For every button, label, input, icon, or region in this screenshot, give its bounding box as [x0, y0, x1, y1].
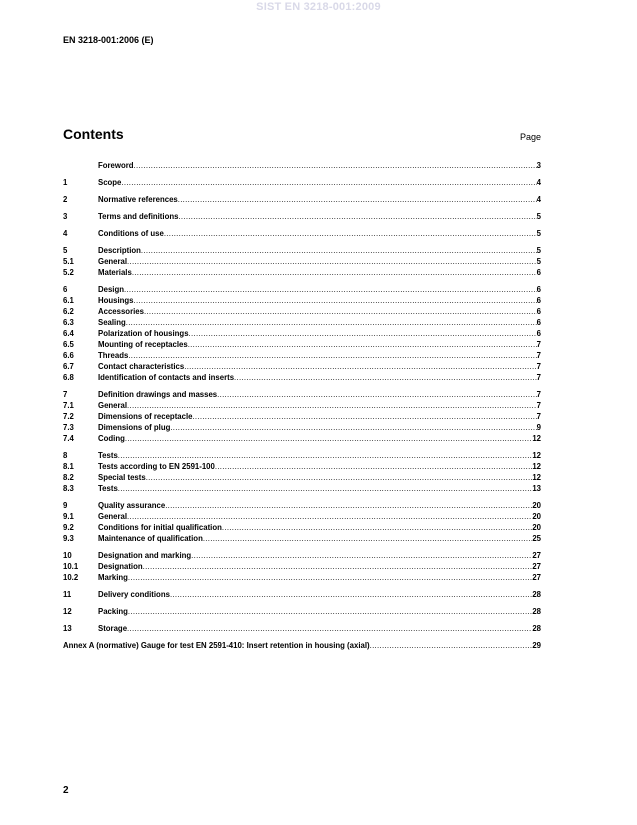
toc-entry-number: 6.4	[63, 329, 74, 338]
toc-dot-leader	[164, 228, 537, 239]
watermark: SIST EN 3218-001:2009	[256, 1, 381, 13]
document-id: EN 3218-001:2006 (E)	[63, 35, 154, 45]
toc-entry[interactable]	[63, 267, 541, 278]
toc-dot-leader	[144, 306, 537, 317]
toc-entry-number: 6.5	[63, 340, 74, 349]
toc-entry-number: 8.2	[63, 473, 74, 482]
toc-entry-number: 2	[63, 195, 68, 204]
toc-entry-title: Housings	[98, 296, 134, 305]
toc-entry[interactable]	[63, 211, 541, 222]
toc-entry-number: 9	[63, 501, 68, 510]
toc-entry-page: 13	[532, 484, 541, 493]
toc-entry-number: 10	[63, 551, 72, 560]
toc-entry-title: Dimensions of plug	[98, 423, 171, 432]
toc-entry-title: Polarization of housings	[98, 329, 189, 338]
toc-entry-title: Quality assurance	[98, 501, 166, 510]
toc-entry-title: Contact characteristics	[98, 362, 185, 371]
toc-entry-title: Identification of contacts and inserts	[98, 373, 235, 382]
toc-entry-title: Maintenance of qualification	[98, 534, 203, 543]
toc-dot-leader	[178, 194, 537, 205]
toc-entry-page: 20	[532, 523, 541, 532]
toc-entry[interactable]	[63, 572, 541, 583]
toc-entry-number: 7.4	[63, 434, 74, 443]
toc-entry[interactable]	[63, 533, 541, 544]
toc-entry-page: 7	[536, 373, 541, 382]
toc-entry-page: 27	[532, 573, 541, 582]
toc-entry[interactable]	[63, 194, 541, 205]
toc-dot-leader	[121, 177, 536, 188]
toc-entry-page: 20	[532, 512, 541, 521]
toc-entry[interactable]	[63, 500, 541, 511]
toc-dot-leader	[178, 211, 536, 222]
toc-entry-title: Tests	[98, 484, 118, 493]
toc-entry[interactable]	[63, 317, 541, 328]
toc-entry-page: 6	[536, 307, 541, 316]
toc-entry-number: 3	[63, 212, 68, 221]
toc-entry[interactable]	[63, 461, 541, 472]
toc-entry-page: 20	[532, 501, 541, 510]
toc-entry-number: 10.2	[63, 573, 79, 582]
toc-entry[interactable]	[63, 284, 541, 295]
toc-entry[interactable]	[63, 561, 541, 572]
toc-entry-title: Description	[98, 246, 141, 255]
toc-entry[interactable]	[63, 483, 541, 494]
toc-dot-leader	[132, 267, 537, 278]
toc-entry[interactable]	[63, 433, 541, 444]
table-of-contents	[63, 160, 541, 651]
toc-entry-page: 7	[536, 412, 541, 421]
toc-entry-page: 28	[532, 624, 541, 633]
toc-entry-page: 28	[532, 590, 541, 599]
toc-entry-title: Terms and definitions	[98, 212, 179, 221]
toc-entry-page: 3	[536, 161, 541, 170]
toc-dot-leader	[184, 361, 536, 372]
toc-dot-leader	[126, 317, 537, 328]
toc-entry-number: 6.6	[63, 351, 74, 360]
toc-dot-leader	[118, 450, 533, 461]
toc-entry-number: 9.1	[63, 512, 74, 521]
toc-entry-page: 27	[532, 562, 541, 571]
toc-dot-leader	[127, 400, 537, 411]
toc-entry-page: 9	[536, 423, 541, 432]
toc-entry-number: 1	[63, 178, 68, 187]
toc-dot-leader	[118, 483, 533, 494]
toc-dot-leader	[188, 339, 537, 350]
toc-entry-page: 6	[536, 318, 541, 327]
toc-entry[interactable]	[63, 361, 541, 372]
toc-dot-leader	[128, 572, 532, 583]
toc-entry-title: Delivery conditions	[98, 590, 170, 599]
toc-entry-page: 4	[536, 178, 541, 187]
toc-entry-number: 6.2	[63, 307, 74, 316]
toc-entry-page: 12	[532, 473, 541, 482]
toc-entry[interactable]	[63, 640, 541, 651]
toc-entry-title: Threads	[98, 351, 129, 360]
toc-entry-title: Coding	[98, 434, 125, 443]
toc-entry-number: 11	[63, 590, 72, 599]
toc-entry-number: 9.3	[63, 534, 74, 543]
toc-entry-number: 6.1	[63, 296, 74, 305]
toc-entry[interactable]	[63, 339, 541, 350]
toc-entry-number: 5	[63, 246, 68, 255]
toc-entry-title: Designation	[98, 562, 143, 571]
toc-entry-title: Designation and marking	[98, 551, 192, 560]
toc-dot-leader	[127, 511, 532, 522]
toc-entry-number: 7.2	[63, 412, 74, 421]
toc-entry-number: 6.7	[63, 362, 74, 371]
toc-entry-page: 6	[536, 296, 541, 305]
toc-entry-page: 5	[536, 246, 541, 255]
toc-entry-page: 7	[536, 351, 541, 360]
toc-dot-leader	[170, 589, 532, 600]
toc-entry-title: Foreword	[98, 161, 134, 170]
toc-entry-number: 12	[63, 607, 72, 616]
toc-dot-leader	[165, 500, 532, 511]
toc-dot-leader	[143, 561, 533, 572]
toc-dot-leader	[191, 550, 532, 561]
toc-dot-leader	[203, 533, 532, 544]
toc-entry-title: General	[98, 401, 128, 410]
contents-title: Contents	[63, 126, 124, 142]
page-column-label: Page	[519, 132, 541, 142]
toc-entry-title: Sealing	[98, 318, 126, 327]
toc-entry-number: 7.3	[63, 423, 74, 432]
toc-entry[interactable]	[63, 472, 541, 483]
toc-entry-page: 12	[532, 462, 541, 471]
toc-entry-title: Marking	[98, 573, 128, 582]
toc-entry-number: 5.2	[63, 268, 74, 277]
toc-entry[interactable]	[63, 623, 541, 634]
toc-entry-page: 5	[536, 229, 541, 238]
toc-entry-title: Storage	[98, 624, 128, 633]
toc-entry[interactable]	[63, 589, 541, 600]
toc-dot-leader	[124, 284, 537, 295]
toc-entry[interactable]	[63, 511, 541, 522]
toc-entry-number: 8.1	[63, 462, 74, 471]
toc-entry[interactable]	[63, 389, 541, 400]
toc-dot-leader	[128, 350, 536, 361]
toc-dot-leader	[127, 623, 532, 634]
toc-dot-leader	[189, 328, 537, 339]
toc-entry-title: Tests according to EN 2591-100	[98, 462, 215, 471]
toc-dot-leader	[234, 372, 537, 383]
toc-entry-number: 8.3	[63, 484, 74, 493]
toc-entry-page: 28	[532, 607, 541, 616]
toc-entry-title: Normative references	[98, 195, 178, 204]
toc-entry[interactable]	[63, 306, 541, 317]
toc-entry-page: 12	[532, 451, 541, 460]
toc-entry-number: 7.1	[63, 401, 74, 410]
toc-entry[interactable]	[63, 606, 541, 617]
toc-entry-number: 6.3	[63, 318, 74, 327]
toc-entry-title: Materials	[98, 268, 132, 277]
toc-entry-number: 5.1	[63, 257, 74, 266]
toc-entry-title: Conditions for initial qualification	[98, 523, 222, 532]
toc-entry[interactable]	[63, 550, 541, 561]
toc-dot-leader	[127, 256, 537, 267]
toc-entry-title: Design	[98, 285, 124, 294]
toc-dot-leader	[125, 433, 532, 444]
toc-entry-title: Dimensions of receptacle	[98, 412, 193, 421]
toc-entry[interactable]	[63, 228, 541, 239]
toc-entry-title: Accessories	[98, 307, 144, 316]
toc-dot-leader	[217, 389, 537, 400]
toc-dot-leader	[134, 295, 537, 306]
toc-entry[interactable]	[63, 177, 541, 188]
toc-entry[interactable]	[63, 256, 541, 267]
toc-entry-page: 7	[536, 401, 541, 410]
toc-entry-page: 7	[536, 390, 541, 399]
toc-entry-title: Mounting of receptacles	[98, 340, 188, 349]
toc-entry-title: Special tests	[98, 473, 146, 482]
toc-dot-leader	[134, 160, 537, 171]
toc-entry-title: General	[98, 512, 128, 521]
toc-entry-page: 12	[532, 434, 541, 443]
toc-dot-leader	[215, 461, 532, 472]
toc-entry-number: 7	[63, 390, 68, 399]
toc-entry[interactable]	[63, 350, 541, 361]
toc-entry-number: 6.8	[63, 373, 74, 382]
toc-entry[interactable]	[63, 245, 541, 256]
toc-entry-page: 5	[536, 212, 541, 221]
toc-entry-number: 6	[63, 285, 68, 294]
toc-entry-title: General	[98, 257, 128, 266]
toc-entry[interactable]	[63, 400, 541, 411]
toc-entry[interactable]	[63, 450, 541, 461]
toc-entry[interactable]	[63, 411, 541, 422]
toc-entry-number: 10.1	[63, 562, 79, 571]
page-number: 2	[63, 785, 69, 796]
toc-dot-leader	[141, 245, 537, 256]
toc-entry[interactable]	[63, 295, 541, 306]
toc-entry-page: 29	[532, 641, 541, 650]
toc-entry-title: Definition drawings and masses	[98, 390, 218, 399]
toc-entry-title: Packing	[98, 607, 128, 616]
toc-entry-page: 7	[536, 362, 541, 371]
toc-entry-title: Annex A (normative) Gauge for test EN 2591-410: Insert retention in housing (axial)	[63, 641, 370, 650]
toc-entry-number: 13	[63, 624, 72, 633]
toc-entry-number: 4	[63, 229, 68, 238]
toc-entry[interactable]	[63, 160, 541, 171]
toc-entry-title: Scope	[98, 178, 122, 187]
toc-dot-leader	[146, 472, 533, 483]
toc-dot-leader	[170, 422, 536, 433]
toc-entry-title: Tests	[98, 451, 118, 460]
toc-entry-number: 8	[63, 451, 68, 460]
toc-dot-leader	[370, 640, 533, 651]
toc-entry[interactable]	[63, 522, 541, 533]
toc-entry[interactable]	[63, 372, 541, 383]
toc-entry-page: 27	[532, 551, 541, 560]
toc-dot-leader	[128, 606, 532, 617]
toc-entry-page: 4	[536, 195, 541, 204]
toc-entry-page: 6	[536, 268, 541, 277]
toc-entry-page: 5	[536, 257, 541, 266]
toc-dot-leader	[192, 411, 536, 422]
toc-entry-page: 6	[536, 285, 541, 294]
toc-entry-number: 9.2	[63, 523, 74, 532]
toc-entry[interactable]	[63, 422, 541, 433]
toc-dot-leader	[222, 522, 532, 533]
toc-entry-page: 7	[536, 340, 541, 349]
toc-entry-page: 25	[532, 534, 541, 543]
toc-entry-page: 6	[536, 329, 541, 338]
toc-entry-title: Conditions of use	[98, 229, 164, 238]
toc-entry[interactable]	[63, 328, 541, 339]
